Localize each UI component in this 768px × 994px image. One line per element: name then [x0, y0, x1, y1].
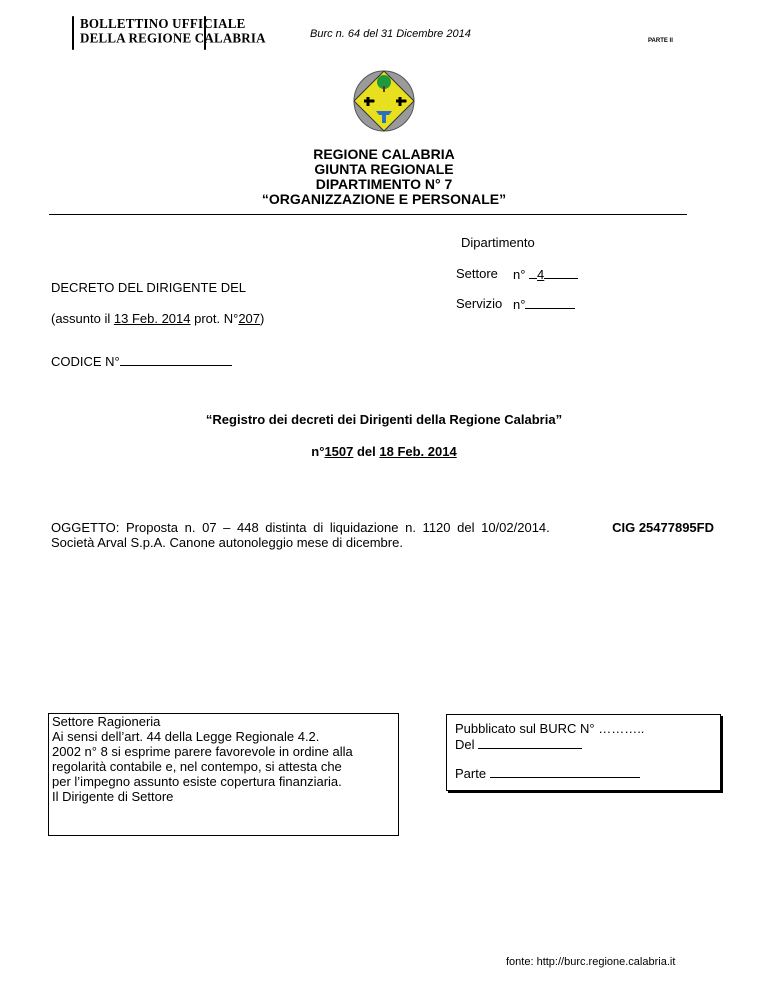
- servizio-number: [513, 296, 575, 312]
- settore-prefix: n°: [513, 267, 530, 282]
- registro-num-prefix: n°: [311, 444, 325, 459]
- department-heading: [0, 147, 768, 207]
- masthead-line2: DELLA REGIONE CALABRIA: [80, 29, 266, 46]
- burc-box-line1: Pubblicato sul BURC N° ………..: [455, 721, 645, 736]
- parte-label: PARTE II: [648, 38, 673, 44]
- burc-publication-box: [446, 714, 721, 791]
- settore-label: Settore: [456, 266, 498, 281]
- servizio-label: Servizio: [456, 296, 503, 311]
- codice-line: [51, 353, 232, 369]
- codice-label: CODICE N°: [51, 354, 120, 369]
- registro-date: 18 Feb. 2014: [379, 444, 457, 459]
- dipartimento-label: Dipartimento: [461, 235, 535, 250]
- registro-title: “Registro dei decreti dei Dirigenti della Regione Calabria”: [205, 412, 563, 427]
- burc-box-del: [455, 736, 582, 752]
- ragioneria-line2: Ai sensi dell’art. 44 della Legge Regionale 4.2.: [52, 729, 320, 744]
- heading-divider: [49, 214, 687, 215]
- oggetto-section: [51, 520, 714, 550]
- burc-parte-label: Parte: [455, 766, 490, 781]
- settore-number: [513, 266, 578, 282]
- oggetto-text: OGGETTO: Proposta n. 07 – 448 distinta di liquidazione n. 1120 del 10/02/2014.: [51, 520, 550, 535]
- source-footer: fonte: http://burc.regione.calabria.it: [506, 956, 676, 968]
- burc-box-parte: [455, 765, 640, 781]
- prot-prefix: prot. N°: [190, 311, 239, 326]
- settore-value: 4: [537, 267, 545, 282]
- assunto-prefix: (assunto il: [51, 311, 114, 326]
- assunto-suffix: ): [260, 311, 265, 326]
- heading-giunta: GIUNTA REGIONALE: [314, 161, 454, 177]
- registro-number-line: [0, 444, 768, 459]
- ragioneria-line6: Il Dirigente di Settore: [52, 789, 174, 804]
- decreto-label: DECRETO DEL DIRIGENTE DEL: [51, 280, 247, 295]
- assunto-line: [51, 311, 264, 326]
- ragioneria-line5: per l’impegno assunto esiste copertura finanziaria.: [52, 774, 342, 789]
- registro-number: 1507: [324, 444, 354, 459]
- oggetto-line2: Società Arval S.p.A. Canone autonoleggio mese di dicembre.: [51, 535, 403, 550]
- oggetto-cig: CIG 25477895FD: [612, 520, 714, 535]
- heading-dipartimento: DIPARTIMENTO N° 7: [315, 176, 453, 192]
- ragioneria-line1: Settore Ragioneria: [52, 714, 161, 729]
- prot-number: 207: [238, 311, 261, 326]
- heading-organizzazione: “ORGANIZZAZIONE E PERSONALE”: [261, 191, 507, 207]
- assunto-date: 13 Feb. 2014: [113, 311, 191, 326]
- masthead-line1: BOLLETTINO UFFICIALE: [80, 15, 246, 31]
- bollettino-masthead: [72, 15, 266, 50]
- ragioneria-box: [48, 713, 399, 836]
- servizio-prefix: n°: [513, 297, 526, 312]
- burc-issue: Burc n. 64 del 31 Dicembre 2014: [310, 28, 471, 40]
- ragioneria-line4: regolarità contabile e, nel contempo, si attesta che: [52, 759, 342, 774]
- registro-del: del: [353, 444, 380, 459]
- regione-calabria-emblem-icon: [352, 68, 416, 134]
- burc-del-label: Del: [455, 737, 479, 752]
- heading-regione: REGIONE CALABRIA: [313, 146, 455, 162]
- ragioneria-line3: 2002 n° 8 si esprime parere favorevole in ordine alla: [52, 744, 353, 759]
